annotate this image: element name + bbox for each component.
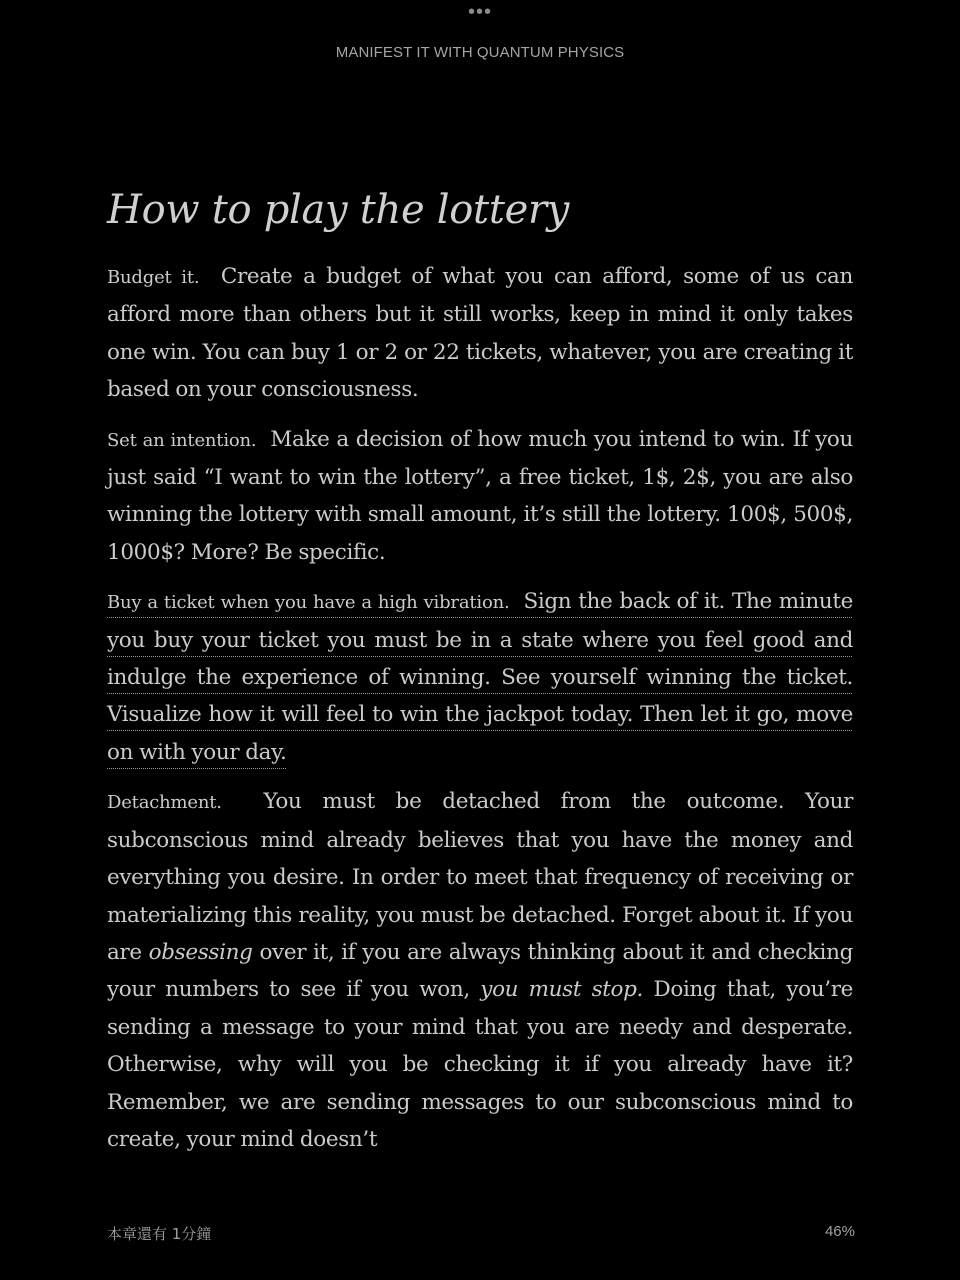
paragraph-body: over it, if you are always thinking about it and checking your numbers to see if you won,	[107, 939, 853, 1003]
paragraph-body: You must be detached from the outcome. Your subconscious mind already believes that you have the money and everything you desire. In order to meet that frequency of receiving or materializing this reality, you must be detached. Forget about it. If you are	[107, 789, 853, 965]
paragraph-lead: Detachment.	[107, 792, 222, 814]
highlighted-lead[interactable]: Buy a ticket when you have a high vibration.	[107, 592, 510, 614]
paragraph-intention	[107, 421, 853, 572]
italic-emphasis: you must stop.	[480, 977, 644, 1003]
reading-progress: 46%	[824, 1223, 855, 1240]
paragraph-buy-ticket-highlighted[interactable]	[107, 583, 853, 771]
paragraph-lead: Budget it.	[107, 267, 200, 288]
book-title: MANIFEST IT WITH QUANTUM PHYSICS	[335, 44, 625, 61]
highlight-gap	[510, 589, 524, 614]
paragraph-body: Make a decision of how much you intend to win. If you just said “I want to win the lottery”, a free ticket, 1$, 2$, you are also winning the lottery with small amount, it’s still the lottery. 100$, 500$, 1000$? More? Be specific.	[107, 426, 854, 565]
paragraph-lead: Set an intention.	[107, 429, 257, 451]
italic-emphasis: obsessing	[148, 939, 253, 965]
paragraph-detachment	[107, 783, 853, 1158]
chapter-time-remaining: 本章還有 1分鐘	[107, 1225, 212, 1243]
more-options-icon[interactable]: •••	[467, 1, 492, 23]
reading-content	[107, 180, 853, 1170]
chapter-heading: How to play the lottery	[107, 187, 570, 233]
paragraph-body: Create a budget of what you can afford, some of us can afford more than others but it still works, keep in mind it only takes one win. You can buy 1 or 2 or 22 tickets, whatever, you are creating it based on your consciousness.	[107, 264, 853, 403]
paragraph-body: Doing that, you’re sending a message to your mind that you are needy and desperate. Otherwise, why will you be checking it if you already have it? Remember, we are sending messages to our subconscious mind to create, your mind doesn’t	[107, 977, 853, 1152]
paragraph-budget	[107, 258, 853, 409]
highlighted-body[interactable]: Sign the back of it. The minute you buy your ticket you must be in a state where you feel good and indulge the experience of winning. See yourself winning the ticket. Visualize how it will feel to win the jackpot today. Then let it go, move on with your day.	[107, 589, 854, 765]
